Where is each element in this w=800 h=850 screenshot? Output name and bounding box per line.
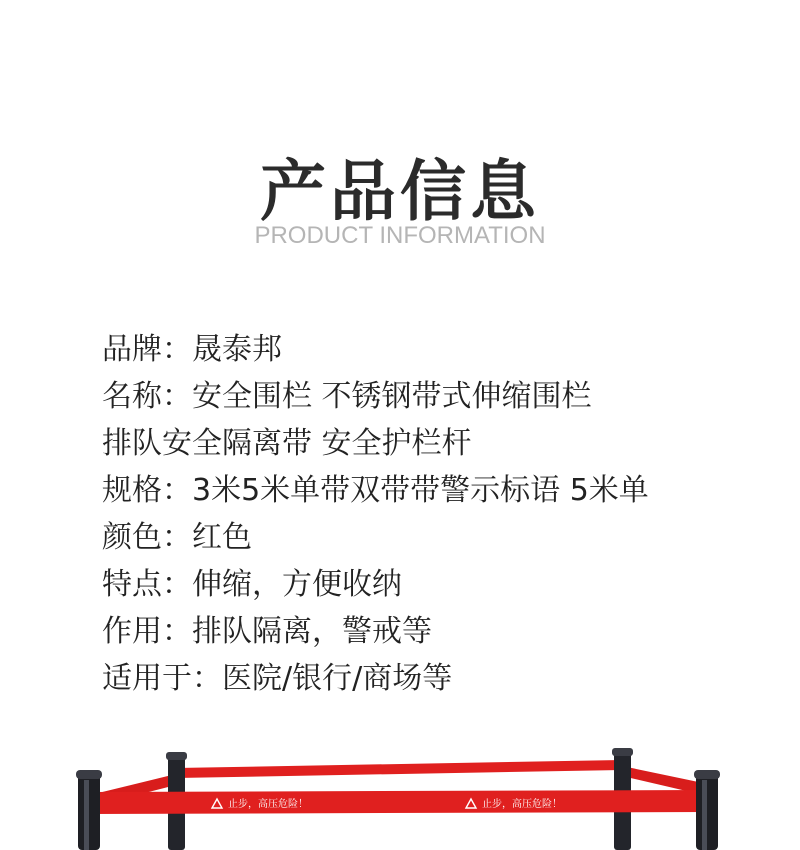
front-belt	[90, 790, 708, 814]
product-info-list	[102, 330, 649, 706]
back-belt	[176, 760, 622, 778]
info-color: 颜色：红色	[102, 520, 252, 555]
info-name: 名称：安全围栏 不锈钢带式伸缩围栏	[102, 379, 592, 414]
page-subtitle: PRODUCT INFORMATION	[254, 222, 546, 249]
info-applicable: 适用于：医院/银行/商场等	[102, 661, 453, 696]
belt-text-right: 止步，高压危险！	[482, 799, 562, 810]
info-brand: 品牌：晟泰邦	[102, 332, 282, 367]
info-usage: 作用：排队隔离，警戒等	[102, 614, 432, 649]
barrier-photo	[0, 740, 800, 850]
page-title: 产品信息	[260, 153, 540, 230]
info-feature: 特点：伸缩，方便收纳	[102, 567, 402, 602]
belt-text-left: 止步，高压危险！	[228, 799, 308, 810]
info-spec: 规格：3米5米单带双带带警示标语 5米单	[102, 473, 649, 508]
info-name-continued: 排队安全隔离带 安全护栏杆	[102, 426, 472, 461]
